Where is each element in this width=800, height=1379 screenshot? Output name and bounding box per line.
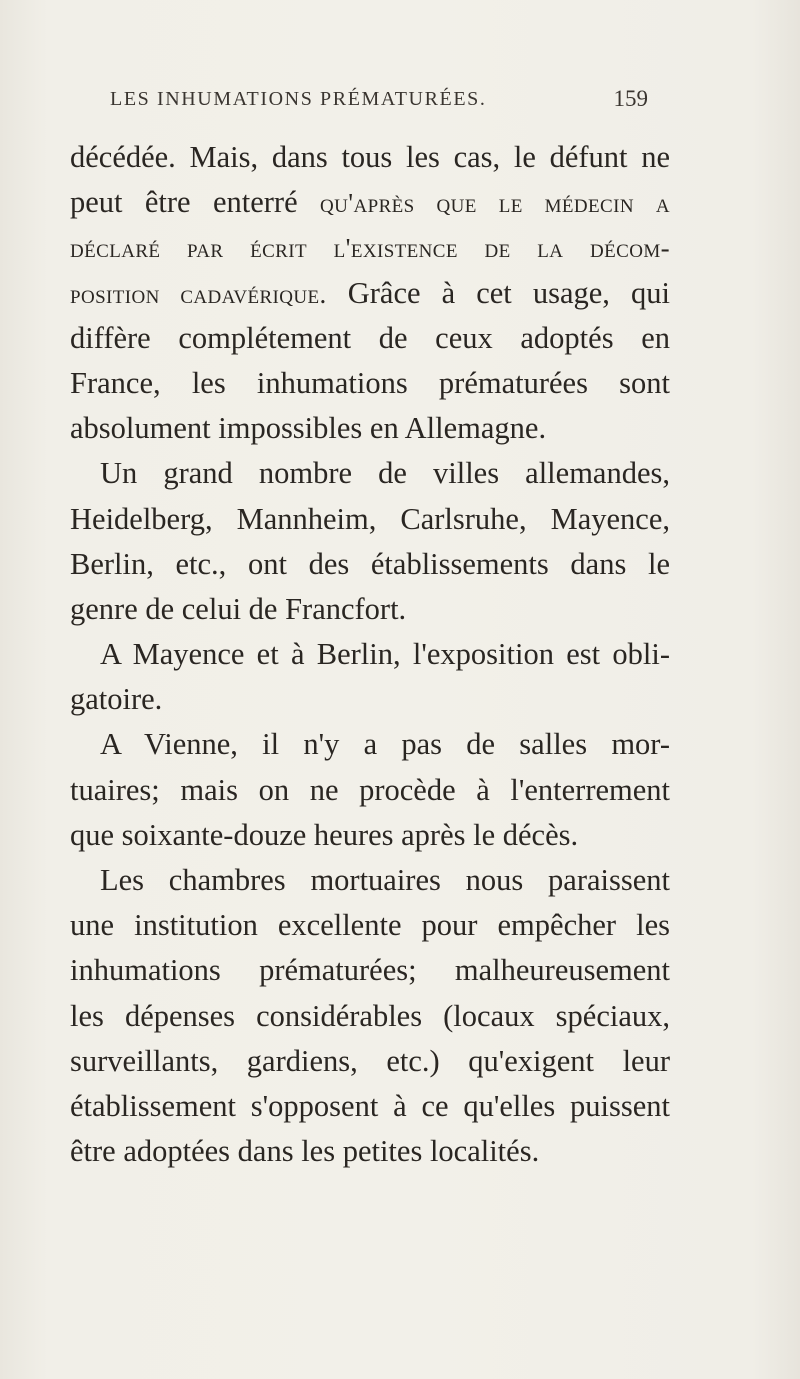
text-line: position cadavérique. Grâce à cet usage, qui [70, 275, 670, 310]
text-line: une institution excellente pour empêcher les [70, 908, 670, 943]
text-line: Les chambres mortuaires nous paraissent [100, 863, 670, 897]
text-line: être adoptées dans les petites localités. [70, 1134, 540, 1169]
text-line: gatoire. [70, 682, 163, 717]
text-line: les dépenses considérables (locaux spéciaux, [70, 998, 670, 1033]
text-line: A Vienne, il n'y a pas de salles mor- [100, 727, 670, 762]
text-line: Heidelberg, Mannheim, Carlsruhe, Mayence, [70, 501, 670, 536]
text-line: que soixante-douze heures après le décès. [70, 817, 579, 852]
text-line: inhumations prématurées; malheureusement [70, 953, 670, 988]
text-line: France, les inhumations prématurées sont [70, 365, 670, 400]
text-line: établissement s'opposent à ce qu'elles puissent [70, 1088, 670, 1123]
text-line: décédée. Mais, dans tous les cas, le défunt ne [70, 140, 670, 174]
body-text [70, 135, 670, 1174]
page-number: 159 [613, 86, 648, 111]
text-line: peut être enterré qu'après que le médecin a [70, 185, 670, 220]
text-line: déclaré par écrit l'existence de la décom- [70, 233, 670, 264]
text-line: diffère complétement de ceux adoptés en [70, 320, 670, 355]
text-line: Berlin, etc., ont des établissements dans le [70, 546, 670, 581]
text-line: tuaires; mais on ne procède à l'enterrement [70, 772, 670, 807]
text-line: Un grand nombre de villes allemandes, [100, 456, 670, 491]
text-line: A Mayence et à Berlin, l'exposition est obli- [100, 637, 670, 672]
text-line: absolument impossibles en Allemagne. [70, 411, 547, 446]
running-head [110, 84, 648, 114]
text-line: genre de celui de Francfort. [70, 591, 407, 626]
text-line: surveillants, gardiens, etc.) qu'exigent leur [70, 1043, 670, 1078]
running-title: LES INHUMATIONS PRÉMATURÉES. [110, 88, 487, 110]
